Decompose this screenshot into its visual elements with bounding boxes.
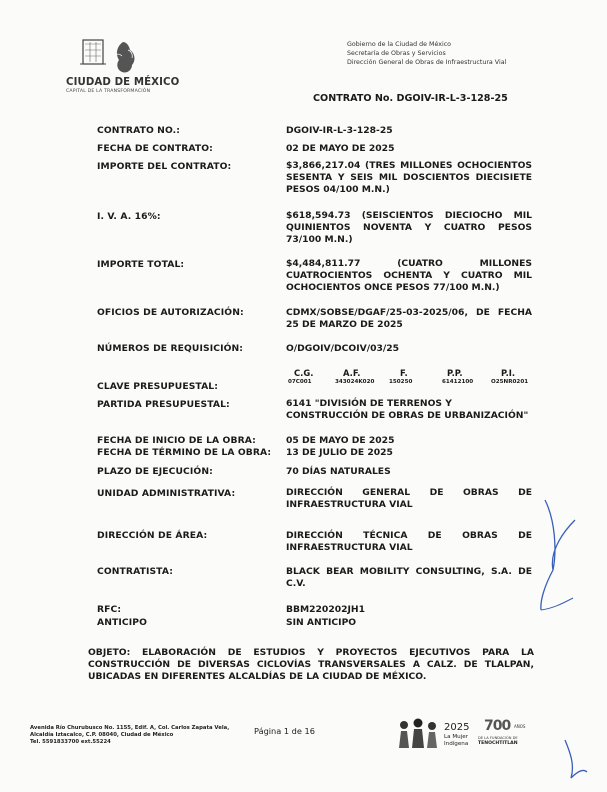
label-rfc: RFC: <box>97 604 122 615</box>
value-importe: $3,866,217.04 (TRES MILLONES OCHOCIENTOS SESENTA Y SEIS MIL DOSCIENTOS DIECISIETE PESOS 04/100 M.N.) <box>286 160 532 195</box>
year-text: 2025 <box>444 722 470 733</box>
budget-key-head: P.I. <box>501 368 516 378</box>
value-contratista: BLACK BEAR MOBILITY CONSULTING, S.A. DE C.V. <box>286 566 532 589</box>
value-plazo: 70 DÍAS NATURALES <box>286 466 391 477</box>
city-name: CIUDAD DE MÉXICO <box>66 77 180 88</box>
label-fecha-termino: FECHA DE TÉRMINO DE LA OBRA: <box>97 447 272 458</box>
label-importe: IMPORTE DEL CONTRATO: <box>97 161 232 172</box>
coat-of-arms-icon <box>66 36 166 82</box>
label-clave: CLAVE PRESUPUESTAL: <box>97 381 219 392</box>
budget-key-value: 150250 <box>389 379 413 385</box>
footer-phone: Tel. 5591833700 ext.55224 <box>30 739 111 745</box>
year-sub-2: Indígena <box>444 741 469 747</box>
value-requisicion: O/DGOIV/DCOIV/03/25 <box>286 343 400 354</box>
page-number: Página 1 de 16 <box>254 726 315 736</box>
year-logo <box>396 716 474 750</box>
label-direccion-area: DIRECCIÓN DE ÁREA: <box>97 530 208 541</box>
value-fecha-contrato: 02 DE MAYO DE 2025 <box>286 143 395 154</box>
budget-key-head: A.F. <box>343 368 361 378</box>
budget-key-head: P.P. <box>447 368 463 378</box>
label-fecha-inicio: FECHA DE INICIO DE LA OBRA: <box>97 435 256 446</box>
anniversary-city: TENOCHTITLAN <box>478 741 518 746</box>
anniversary-sub: DE LA FUNDACIÓN DE <box>478 736 518 740</box>
anniversary-logo <box>478 718 536 750</box>
objeto-paragraph: OBJETO: ELABORACIÓN DE ESTUDIOS Y PROYECTOS EJECUTIVOS PARA LA CONSTRUCCIÓN DE DIVERSAS CICLOVÍAS TRANSVERSALES A CALZ. DE TLALPAN, UBICADAS EN DIFERENTES ALCALDÍAS DE LA CIUDAD DE MÉXICO. <box>88 647 534 682</box>
budget-key-value: 343024K020 <box>335 379 375 385</box>
value-rfc: BBM220202JH1 <box>286 604 366 615</box>
label-iva: I. V. A. 16%: <box>97 211 161 222</box>
label-contrato-no: CONTRATO NO.: <box>97 125 181 136</box>
label-plazo: PLAZO DE EJECUCIÓN: <box>97 466 213 477</box>
value-iva: $618,594.73 (SEISCIENTOS DIECIOCHO MIL QUINIENTOS NOVENTA Y CUATRO PESOS 73/100 M.N.) <box>286 210 532 245</box>
gov-line-2: Secretaría de Obras y Servicios <box>347 50 446 57</box>
label-fecha-contrato: FECHA DE CONTRATO: <box>97 143 213 154</box>
value-unidad: DIRECCIÓN GENERAL DE OBRAS DE INFRAESTRUCTURA VIAL <box>286 487 532 510</box>
value-importe-total: $4,484,811.77 (CUATRO MILLONES CUATROCIENTOS OCHENTA Y CUATRO MIL OCHOCIENTOS ONCE PESOS 77/100 M.N.) <box>286 258 532 293</box>
city-logo <box>66 36 180 98</box>
budget-key-head: C.G. <box>294 368 314 378</box>
gov-line-1: Gobierno de la Ciudad de México <box>347 41 452 48</box>
signature-mark <box>535 490 603 790</box>
label-importe-total: IMPORTE TOTAL: <box>97 259 185 270</box>
budget-key-value: 61412100 <box>442 379 474 385</box>
gov-line-3: Dirección General de Obras de Infraestructura Vial <box>347 59 507 66</box>
value-anticipo: SIN ANTICIPO <box>286 617 357 628</box>
label-contratista: CONTRATISTA: <box>97 566 173 577</box>
value-fecha-termino: 13 DE JULIO DE 2025 <box>286 447 393 458</box>
indigenous-women-figures-icon <box>396 716 442 750</box>
contract-reference: CONTRATO No. DGOIV-IR-L-3-128-25 <box>313 93 508 104</box>
budget-key-table <box>286 368 536 390</box>
budget-key-value: 07C001 <box>288 379 312 385</box>
label-anticipo: ANTICIPO <box>97 617 147 628</box>
city-tagline: CAPITAL DE LA TRANSFORMACIÓN <box>66 89 151 94</box>
value-fecha-inicio: 05 DE MAYO DE 2025 <box>286 435 395 446</box>
value-direccion-area: DIRECCIÓN TÉCNICA DE OBRAS DE INFRAESTRUCTURA VIAL <box>286 530 532 553</box>
value-partida: 6141 "DIVISIÓN DE TERRENOS Y CONSTRUCCIÓN DE OBRAS DE URBANIZACIÓN" <box>286 398 529 421</box>
anniversary-number: 700 <box>484 718 511 734</box>
label-requisicion: NÚMEROS DE REQUISICIÓN: <box>97 343 244 354</box>
label-oficios: OFICIOS DE AUTORIZACIÓN: <box>97 307 244 318</box>
label-unidad: UNIDAD ADMINISTRATIVA: <box>97 488 236 499</box>
value-oficios: CDMX/SOBSE/DGAF/25-03-2025/06, DE FECHA 25 DE MARZO DE 2025 <box>286 307 532 330</box>
budget-key-head: F. <box>400 368 408 378</box>
footer-address-1: Avenida Río Churubusco No. 1155, Edif. A, Col. Carlos Zapata Vela, <box>30 725 230 731</box>
footer-address-2: Alcaldía Iztacalco, C.P. 08040, Ciudad de México <box>30 732 174 738</box>
year-sub-1: La Mujer <box>444 734 468 740</box>
anniversary-word: AÑOS <box>514 724 526 729</box>
value-contrato-no: DGOIV-IR-L-3-128-25 <box>286 125 393 136</box>
label-partida: PARTIDA PRESUPUESTAL: <box>97 399 230 410</box>
budget-key-value: O25NR0201 <box>491 379 529 385</box>
